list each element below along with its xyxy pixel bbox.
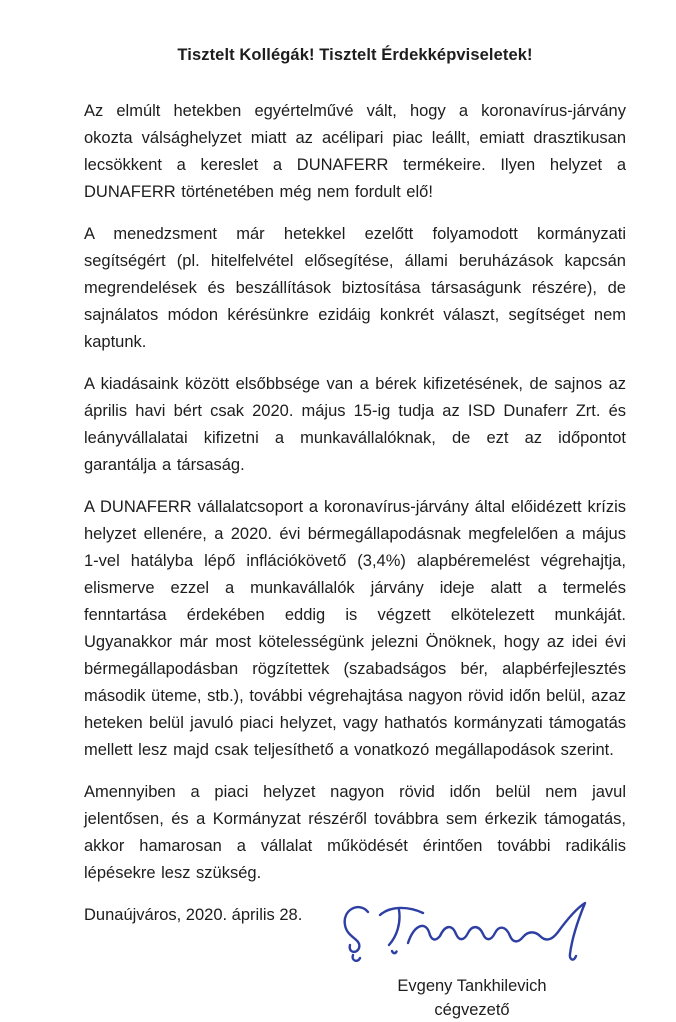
closing-row — [84, 902, 626, 1022]
paragraph-5: Amennyiben a piaci helyzet nagyon rövid időn belül nem javul jelentősen, és a Kormányzat részéről továbbra sem érkezik támogatás, akkor hamarosan a vállalat működését érintően további radikális lépésekre lesz szükség. — [84, 783, 626, 882]
letter-title: Tisztelt Kollégák! Tisztelt Érdekképviseletek! — [177, 46, 533, 64]
signature-block — [322, 902, 622, 1022]
paragraph-2: A menedzsment már hetekkel ezelőtt folyamodott kormányzati segítségért (pl. hitelfelvétel elősegítése, állami beruházások kapcsán megrendelések és beszállítások biztosítása társaságunk részére), de sajnálatos módon kérésünkre ezidáig konkrét választ, segítséget nem kaptunk. — [84, 225, 626, 351]
paragraph-4: A DUNAFERR vállalatcsoport a koronavírus-járvány által előidézett krízis helyzet ellenére, a 2020. évi bérmegállapodásnak megfelelően a május 1-vel hatályba lépő inflációkövető (3,4%) alapbéremelést végrehajtja, elismerve ezzel a munkavállalók járvány ideje alatt a termelés fenntartása érdekében eddig is végzett elkötelezett munkáját. Ugyanakkor már most kötelességünk jelezni Önöknek, hogy az idei évi bérmegállapodásban rögzítettek (szabadságos bér, alapbérfejlesztés második üteme, stb.), további végrehajtása nagyon rövid időn belül, azaz heteken belül javuló piaci helyzet, vagy hathatós kormányzati támogatás mellett lesz majd csak teljesíthető a vonatkozó megállapodások szerint. — [84, 498, 626, 759]
paragraph-1: Az elmúlt hetekben egyértelművé vált, hogy a koronavírus-járvány okozta válsághelyzet miatt az acélipari piac leállt, emiatt drasztikusan lecsökkent a kereslet a DUNAFERR termékeire. Ilyen helyzet a DUNAFERR történetében még nem fordult elő! — [84, 102, 626, 201]
dateline: Dunaújváros, 2020. április 28. — [84, 906, 303, 924]
handwritten-signature-icon — [332, 898, 612, 970]
paragraph-3: A kiadásaink között elsőbbsége van a bérek kifizetésének, de sajnos az április havi bért csak 2020. május 15-ig tudja az ISD Dunaferr Zrt. és leányvállalatai kifizetni a munkavállalóknak, de ezt az időpontot garantálja a társaság. — [84, 375, 626, 474]
signatory-role: cégvezető — [434, 1001, 510, 1019]
signatory-name: Evgeny Tankhilevich — [397, 977, 547, 995]
